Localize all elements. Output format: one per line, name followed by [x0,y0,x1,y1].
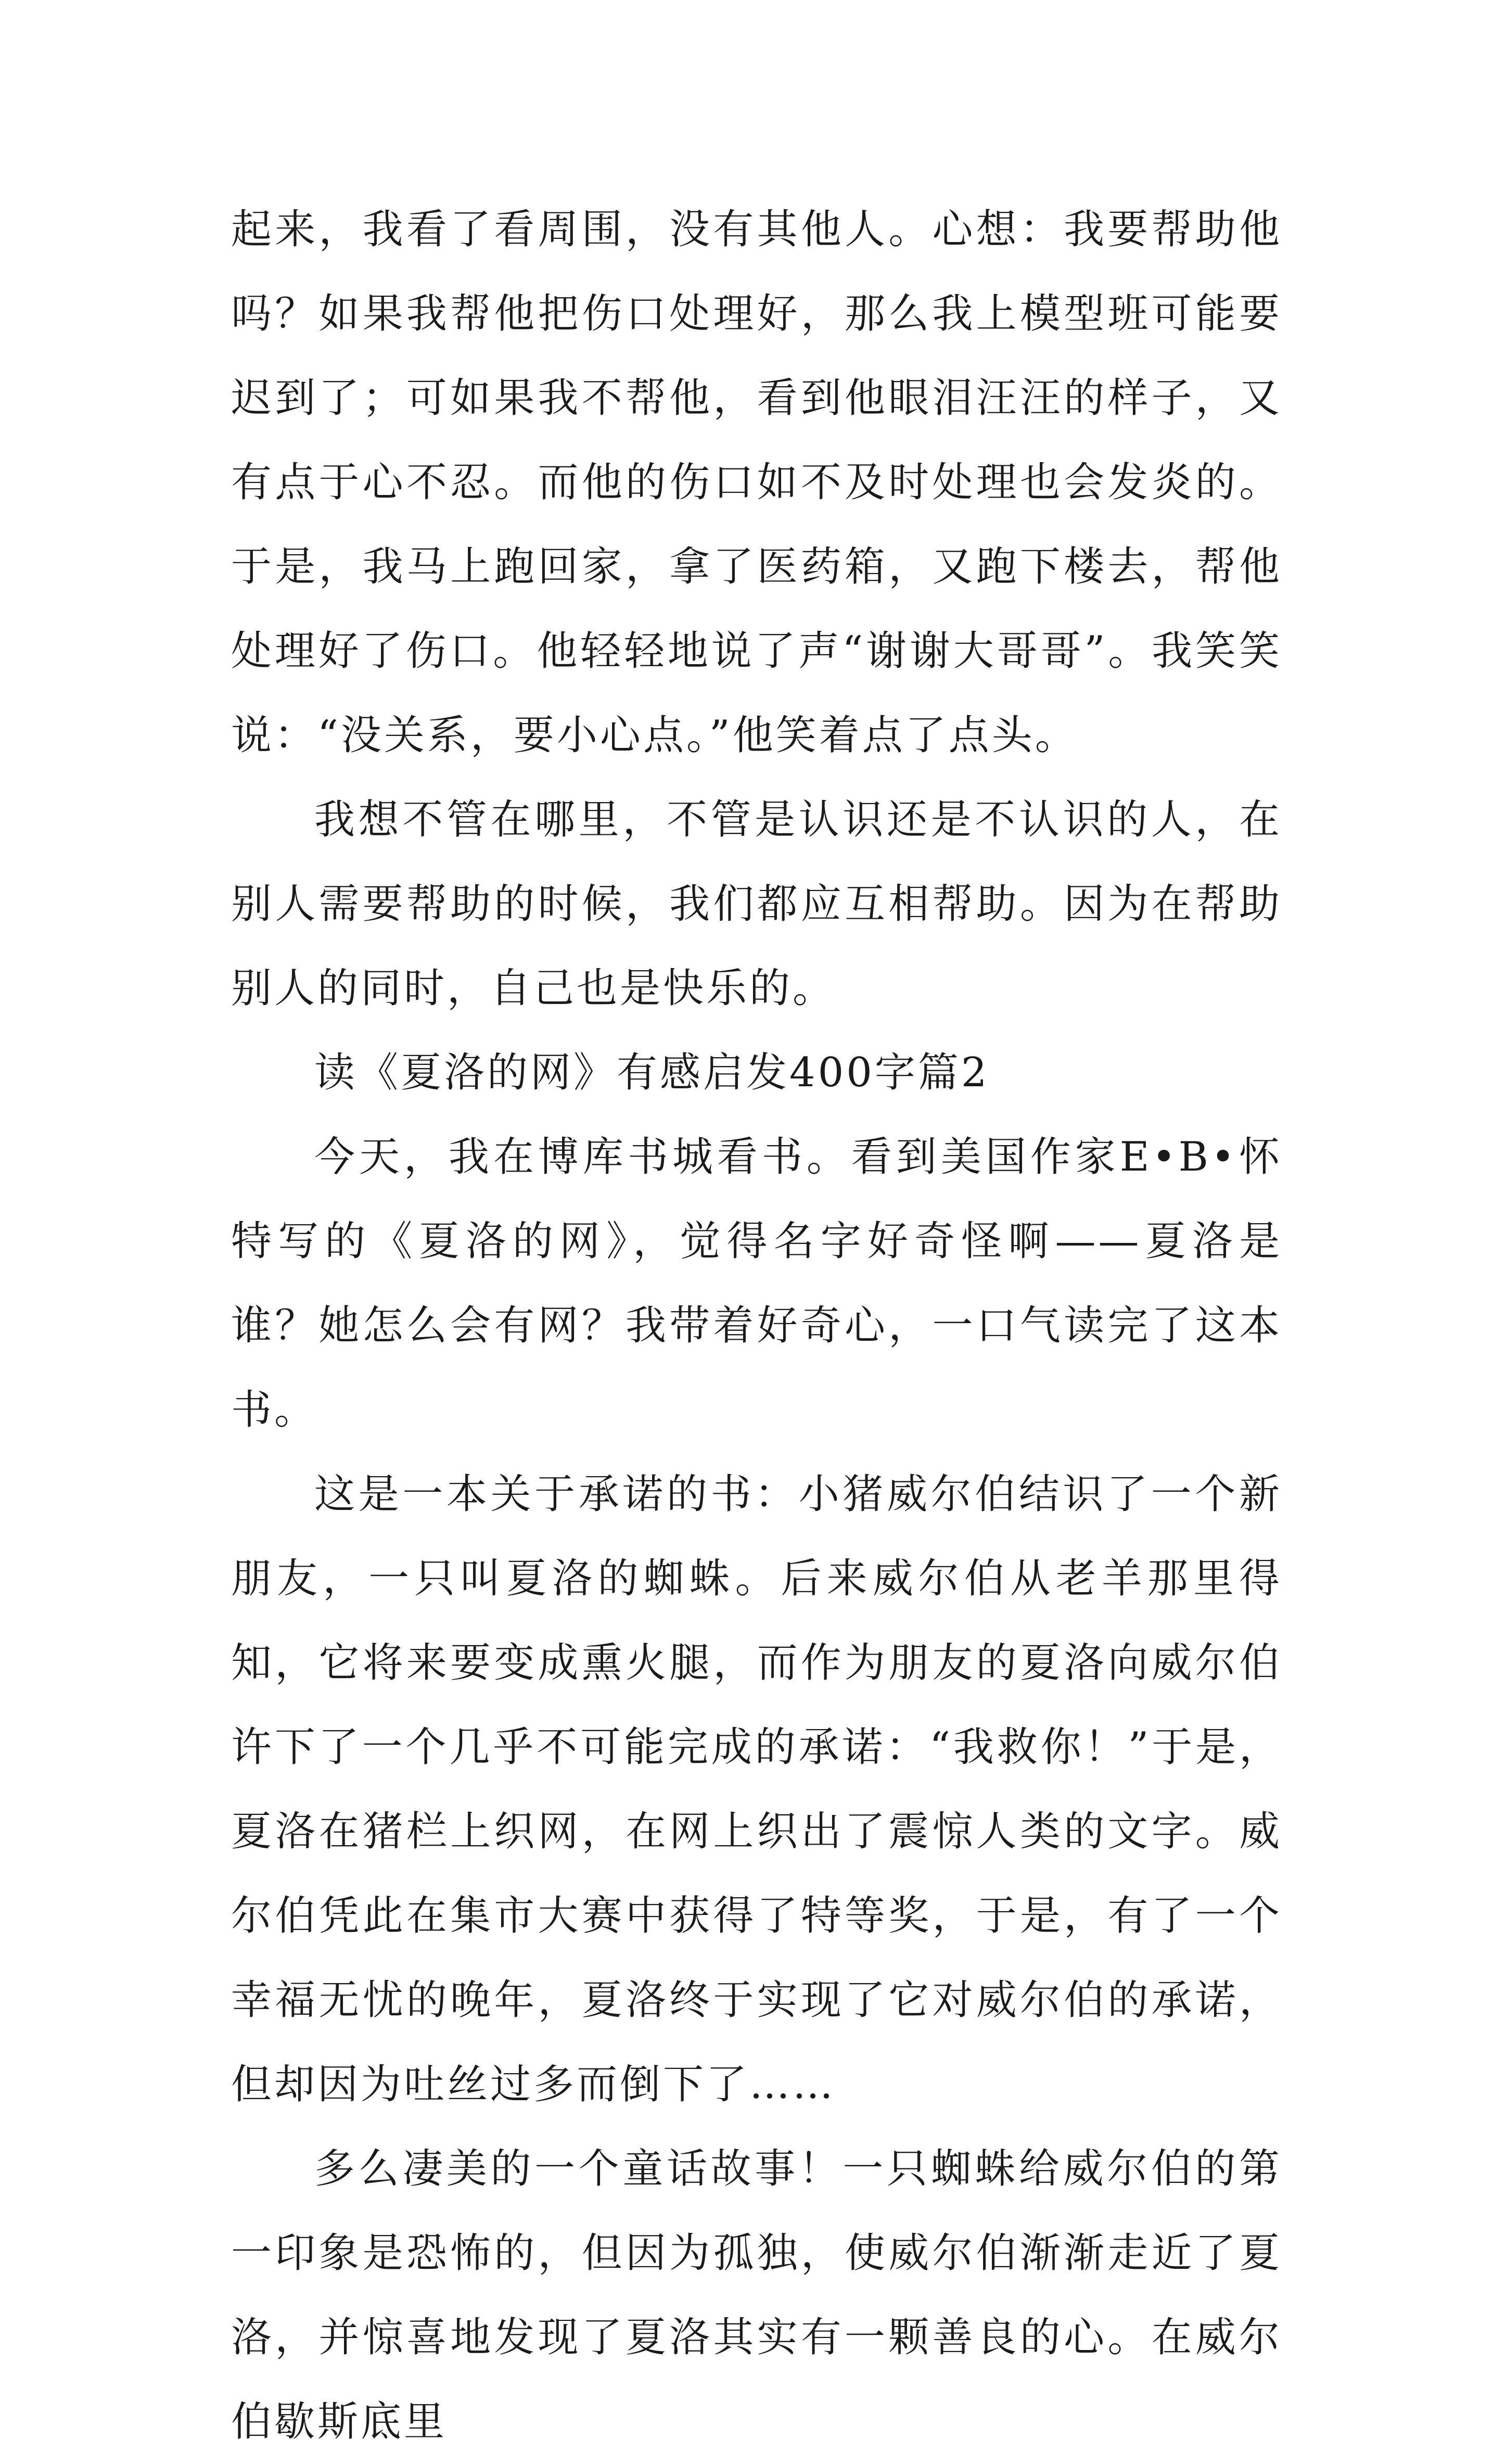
paragraph-reflection: 我想不管在哪里，不管是认识还是不认识的人，在别人需要帮助的时候，我们都应互相帮助。因为在帮助别人的同时，自己也是快乐的。 [231,796,1282,1012]
paragraph-continuation: 起来，我看了看周围，没有其他人。心想：我要帮助他吗？如果我帮他把伤口处理好，那么我上模型班可能要迟到了；可如果我不帮他，看到他眼泪汪汪的样子，又有点于心不忍。而他的伤口如不及时处理也会发炎的。于是，我马上跑回家，拿了医药箱，又跑下楼去，帮他处理好了伤口。他轻轻地说了声“谢谢大哥哥”。我笑笑说：“没关系，要小心点。”他笑着点了点头。 [231,206,1282,759]
paragraph-commentary: 多么凄美的一个童话故事！一只蜘蛛给威尔伯的第一印象是恐怖的，但因为孤独，使威尔伯渐渐走近了夏洛，并惊喜地发现了夏洛其实有一颗善良的心。在威尔伯歇斯底里 [231,2145,1282,2445]
document-body [231,187,1282,2464]
essay-heading: 读《夏洛的网》有感启发400字篇2 [314,1049,990,1096]
paragraph-intro: 今天，我在博库书城看书。看到美国作家E•B•怀特写的《夏洛的网》，觉得名字好奇怪啊——夏洛是谁？她怎么会有网？我带着好奇心，一口气读完了这本书。 [231,1134,1282,1433]
paragraph-summary: 这是一本关于承诺的书：小猪威尔伯结识了一个新朋友，一只叫夏洛的蜘蛛。后来威尔伯从老羊那里得知，它将来要变成熏火腿，而作为朋友的夏洛向威尔伯许下了一个几乎不可能完成的承诺：“我救你！”于是，夏洛在猪栏上织网，在网上织出了震惊人类的文字。威尔伯凭此在集市大赛中获得了特等奖，于是，有了一个幸福无忧的晚年，夏洛终于实现了它对威尔伯的承诺，但却因为吐丝过多而倒下了…… [231,1471,1282,2108]
